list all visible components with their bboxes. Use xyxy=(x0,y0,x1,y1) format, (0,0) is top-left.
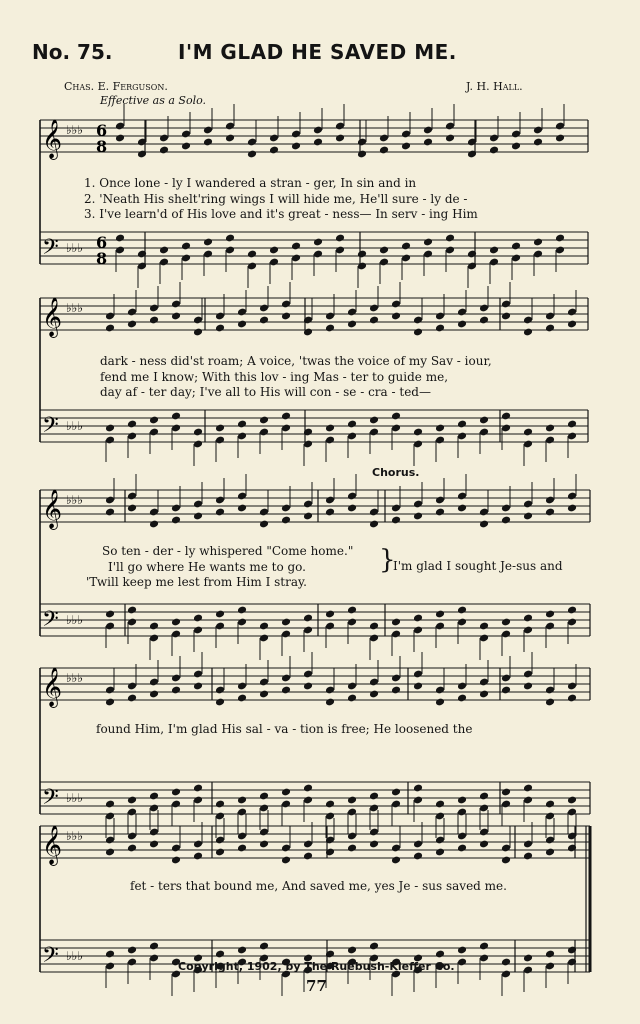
note-head xyxy=(479,690,489,699)
note-head xyxy=(369,316,379,325)
note-head xyxy=(523,954,533,963)
note-head xyxy=(357,250,367,259)
key-signature-bass-icon: ♭♭♭ xyxy=(66,949,83,963)
key-signature-icon: ♭♭♭ xyxy=(66,493,83,507)
verse-2-line-2: fend me I know; With this lov - ing Mas - ter to guide me, xyxy=(100,370,449,384)
note-head xyxy=(457,420,467,429)
note-head xyxy=(303,682,313,691)
note-head xyxy=(391,856,401,865)
note-head xyxy=(149,792,159,801)
note-head xyxy=(369,942,379,951)
note-head xyxy=(435,508,445,517)
note-head xyxy=(303,512,313,521)
note-head xyxy=(259,416,269,425)
note-head xyxy=(127,420,137,429)
note-head xyxy=(149,520,159,529)
note-head xyxy=(347,694,357,703)
note-head xyxy=(215,324,225,333)
note-head xyxy=(127,844,137,853)
note-head xyxy=(325,610,335,619)
note-head xyxy=(369,840,379,849)
note-head xyxy=(237,796,247,805)
note-head xyxy=(303,614,313,623)
note-head xyxy=(347,420,357,429)
note-head xyxy=(127,694,137,703)
note-head xyxy=(247,150,257,159)
key-signature-bass-icon: ♭♭♭ xyxy=(66,613,83,627)
note-head xyxy=(127,504,137,513)
note-head xyxy=(325,508,335,517)
note-head xyxy=(435,848,445,857)
note-head xyxy=(259,690,269,699)
note-head xyxy=(171,412,181,421)
note-head xyxy=(533,138,543,147)
note-head xyxy=(203,238,213,247)
note-head xyxy=(193,852,203,861)
note-head xyxy=(281,618,291,627)
note-head xyxy=(149,840,159,849)
note-head xyxy=(193,614,203,623)
note-head xyxy=(501,686,511,695)
note-head xyxy=(335,234,345,243)
note-head xyxy=(413,512,423,521)
note-head xyxy=(435,950,445,959)
verse-2-line-3: I'll go where He wants me to go. xyxy=(108,560,306,574)
note-head xyxy=(149,316,159,325)
note-head xyxy=(369,792,379,801)
note-head xyxy=(545,508,555,517)
note-head xyxy=(215,698,225,707)
treble-clef-icon: 𝄞 xyxy=(42,667,63,707)
note-head xyxy=(567,796,577,805)
note-head xyxy=(171,516,181,525)
note-head xyxy=(347,606,357,615)
note-head xyxy=(347,320,357,329)
note-head xyxy=(181,142,191,151)
note-head xyxy=(149,622,159,631)
note-head xyxy=(325,424,335,433)
note-head xyxy=(357,150,367,159)
note-head xyxy=(445,134,455,143)
note-head xyxy=(369,520,379,529)
note-head xyxy=(127,946,137,955)
note-head xyxy=(489,146,499,155)
note-head xyxy=(259,520,269,529)
note-head xyxy=(511,142,521,151)
composer-credit: J. H. Hall. xyxy=(466,80,523,93)
verse-1-line-3: So ten - der - ly whispered "Come home." xyxy=(102,544,354,558)
note-head xyxy=(501,312,511,321)
note-head xyxy=(215,800,225,809)
note-head xyxy=(313,138,323,147)
note-head xyxy=(105,848,115,857)
note-head xyxy=(105,508,115,517)
note-head xyxy=(259,316,269,325)
note-head xyxy=(215,848,225,857)
note-head xyxy=(511,242,521,251)
treble-clef-icon: 𝄞 xyxy=(42,119,63,159)
note-head xyxy=(401,142,411,151)
note-head xyxy=(269,146,279,155)
note-head xyxy=(523,682,533,691)
note-head xyxy=(303,852,313,861)
note-head xyxy=(413,682,423,691)
chorus-line-3: fet - ters that bound me, And saved me, yes Je - sus saved me. xyxy=(130,879,507,893)
note-head xyxy=(501,618,511,627)
note-head xyxy=(457,844,467,853)
note-head xyxy=(501,958,511,967)
bass-clef-icon: 𝄢 xyxy=(42,607,59,637)
note-head xyxy=(567,420,577,429)
note-head xyxy=(457,694,467,703)
note-head xyxy=(435,698,445,707)
note-head xyxy=(523,428,533,437)
note-head xyxy=(479,942,489,951)
bass-clef-icon: 𝄢 xyxy=(42,785,59,815)
note-head xyxy=(545,800,555,809)
note-head xyxy=(325,324,335,333)
note-head xyxy=(247,250,257,259)
time-signature-top-bass: 6 xyxy=(96,233,108,252)
note-head xyxy=(259,840,269,849)
note-head xyxy=(291,242,301,251)
note-head xyxy=(281,312,291,321)
note-head xyxy=(149,942,159,951)
note-head xyxy=(281,686,291,695)
verse-3-line-3: 'Twill keep me lest from Him I stray. xyxy=(86,575,307,589)
note-head xyxy=(523,784,533,793)
note-head xyxy=(369,690,379,699)
note-head xyxy=(369,622,379,631)
note-head xyxy=(281,856,291,865)
note-head xyxy=(533,238,543,247)
note-head xyxy=(391,412,401,421)
note-head xyxy=(193,784,203,793)
note-head xyxy=(545,324,555,333)
note-head xyxy=(105,950,115,959)
bass-clef-icon: 𝄢 xyxy=(42,413,59,443)
note-head xyxy=(479,622,489,631)
note-head xyxy=(379,246,389,255)
note-head xyxy=(423,138,433,147)
note-head xyxy=(325,698,335,707)
note-head xyxy=(281,516,291,525)
note-head xyxy=(193,428,203,437)
note-head xyxy=(203,138,213,147)
note-head xyxy=(291,142,301,151)
note-head xyxy=(215,508,225,517)
time-signature-bottom-bass: 8 xyxy=(96,249,108,268)
page-number: 77 xyxy=(306,977,327,995)
hymn-title: I'M GLAD HE SAVED ME. xyxy=(178,40,457,64)
note-head xyxy=(259,622,269,631)
note-head xyxy=(171,686,181,695)
note-head xyxy=(303,784,313,793)
note-head xyxy=(401,242,411,251)
chorus-line-2: found Him, I'm glad His sal - va - tion is free; He loosened the xyxy=(96,722,473,736)
note-head xyxy=(413,614,423,623)
note-head xyxy=(479,316,489,325)
note-head xyxy=(281,412,291,421)
bass-clef-icon: 𝄢 xyxy=(42,943,59,973)
note-head xyxy=(149,690,159,699)
note-head xyxy=(105,424,115,433)
note-head xyxy=(379,146,389,155)
key-signature-icon: ♭♭♭ xyxy=(66,829,83,843)
note-head xyxy=(479,792,489,801)
note-head xyxy=(391,618,401,627)
copyright-notice: Copyright, 1902, by The Ruebush-Kieffer Co. xyxy=(178,960,455,973)
note-head xyxy=(259,942,269,951)
note-head xyxy=(489,246,499,255)
note-head xyxy=(215,950,225,959)
note-head xyxy=(567,606,577,615)
note-head xyxy=(413,428,423,437)
note-head xyxy=(435,610,445,619)
note-head xyxy=(237,606,247,615)
note-head xyxy=(225,234,235,243)
key-signature-bass-icon: ♭♭♭ xyxy=(66,241,83,255)
note-head xyxy=(159,246,169,255)
note-head xyxy=(259,792,269,801)
note-head xyxy=(501,856,511,865)
note-head xyxy=(523,512,533,521)
note-head xyxy=(457,606,467,615)
note-head xyxy=(325,800,335,809)
note-head xyxy=(479,840,489,849)
note-head xyxy=(523,328,533,337)
note-head xyxy=(225,134,235,143)
note-head xyxy=(281,788,291,797)
note-head xyxy=(237,844,247,853)
note-head xyxy=(567,320,577,329)
performance-note: Effective as a Solo. xyxy=(100,94,207,107)
note-head xyxy=(313,238,323,247)
note-head xyxy=(171,788,181,797)
note-head xyxy=(171,856,181,865)
note-head xyxy=(523,614,533,623)
note-head xyxy=(523,852,533,861)
key-signature-icon: ♭♭♭ xyxy=(66,301,83,315)
note-head xyxy=(269,246,279,255)
note-head xyxy=(567,504,577,513)
note-head xyxy=(457,946,467,955)
note-head xyxy=(479,520,489,529)
note-head xyxy=(391,516,401,525)
verse-1-line-1: 1. Once lone - ly I wandered a stran - ger, In sin and in xyxy=(84,176,417,190)
note-head xyxy=(545,424,555,433)
note-head xyxy=(501,516,511,525)
note-head xyxy=(413,328,423,337)
note-head xyxy=(115,134,125,143)
note-head xyxy=(237,320,247,329)
note-head xyxy=(435,800,445,809)
chorus-line-1: I'm glad I sought Je-sus and xyxy=(393,559,563,573)
verse-2-line-1: 2. 'Neath His shelt'ring wings I will hide me, He'll sure - ly de - xyxy=(84,192,468,206)
note-head xyxy=(105,800,115,809)
note-head xyxy=(457,796,467,805)
note-head xyxy=(347,504,357,513)
note-head xyxy=(215,610,225,619)
note-head xyxy=(237,504,247,513)
lyricist-credit: Chas. E. Ferguson. xyxy=(64,80,168,93)
note-head xyxy=(127,320,137,329)
key-signature-bass-icon: ♭♭♭ xyxy=(66,791,83,805)
note-head xyxy=(193,682,203,691)
note-head xyxy=(435,424,445,433)
note-head xyxy=(171,312,181,321)
note-head xyxy=(545,610,555,619)
verse-3-line-2: day af - ter day; I've all to His will con - se - cra - ted— xyxy=(100,385,431,399)
note-head xyxy=(423,238,433,247)
key-signature-icon: ♭♭♭ xyxy=(66,123,83,137)
time-signature-bottom: 8 xyxy=(96,137,108,156)
note-head xyxy=(413,784,423,793)
treble-clef-icon: 𝄞 xyxy=(42,297,63,337)
note-head xyxy=(391,312,401,321)
note-head xyxy=(567,694,577,703)
note-head xyxy=(501,412,511,421)
treble-clef-icon: 𝄞 xyxy=(42,825,63,865)
verse-3-line-1: 3. I've learn'd of His love and it's great - ness— In serv - ing Him xyxy=(84,207,478,221)
note-head xyxy=(127,796,137,805)
note-head xyxy=(545,698,555,707)
note-head xyxy=(369,416,379,425)
note-head xyxy=(149,416,159,425)
note-head xyxy=(479,416,489,425)
note-head xyxy=(181,242,191,251)
verse-1-line-2: dark - ness did'st roam; A voice, 'twas the voice of my Sav - iour, xyxy=(100,354,492,368)
note-head xyxy=(391,686,401,695)
key-signature-bass-icon: ♭♭♭ xyxy=(66,419,83,433)
note-head xyxy=(171,618,181,627)
note-head xyxy=(105,698,115,707)
note-head xyxy=(105,610,115,619)
note-head xyxy=(193,328,203,337)
note-head xyxy=(457,504,467,513)
note-head xyxy=(237,946,247,955)
note-head xyxy=(435,324,445,333)
treble-clef-icon: 𝄞 xyxy=(42,489,63,529)
note-head xyxy=(391,788,401,797)
note-head xyxy=(347,796,357,805)
note-head xyxy=(545,848,555,857)
note-head xyxy=(457,320,467,329)
note-head xyxy=(555,134,565,143)
note-head xyxy=(193,512,203,521)
note-head xyxy=(555,234,565,243)
note-head xyxy=(545,950,555,959)
hymn-number: No. 75. xyxy=(32,40,113,64)
time-signature-top: 6 xyxy=(96,121,108,140)
note-head xyxy=(347,946,357,955)
key-signature-icon: ♭♭♭ xyxy=(66,671,83,685)
note-head xyxy=(237,420,247,429)
note-head xyxy=(237,694,247,703)
note-head xyxy=(413,852,423,861)
note-head xyxy=(335,134,345,143)
note-head xyxy=(115,234,125,243)
note-head xyxy=(127,606,137,615)
bass-clef-icon: 𝄢 xyxy=(42,235,59,265)
note-head xyxy=(215,424,225,433)
chorus-label: Chorus. xyxy=(372,466,420,479)
note-head xyxy=(445,234,455,243)
lyric-brace: } xyxy=(379,545,396,575)
note-head xyxy=(501,788,511,797)
note-head xyxy=(347,844,357,853)
note-head xyxy=(105,324,115,333)
note-head xyxy=(159,146,169,155)
